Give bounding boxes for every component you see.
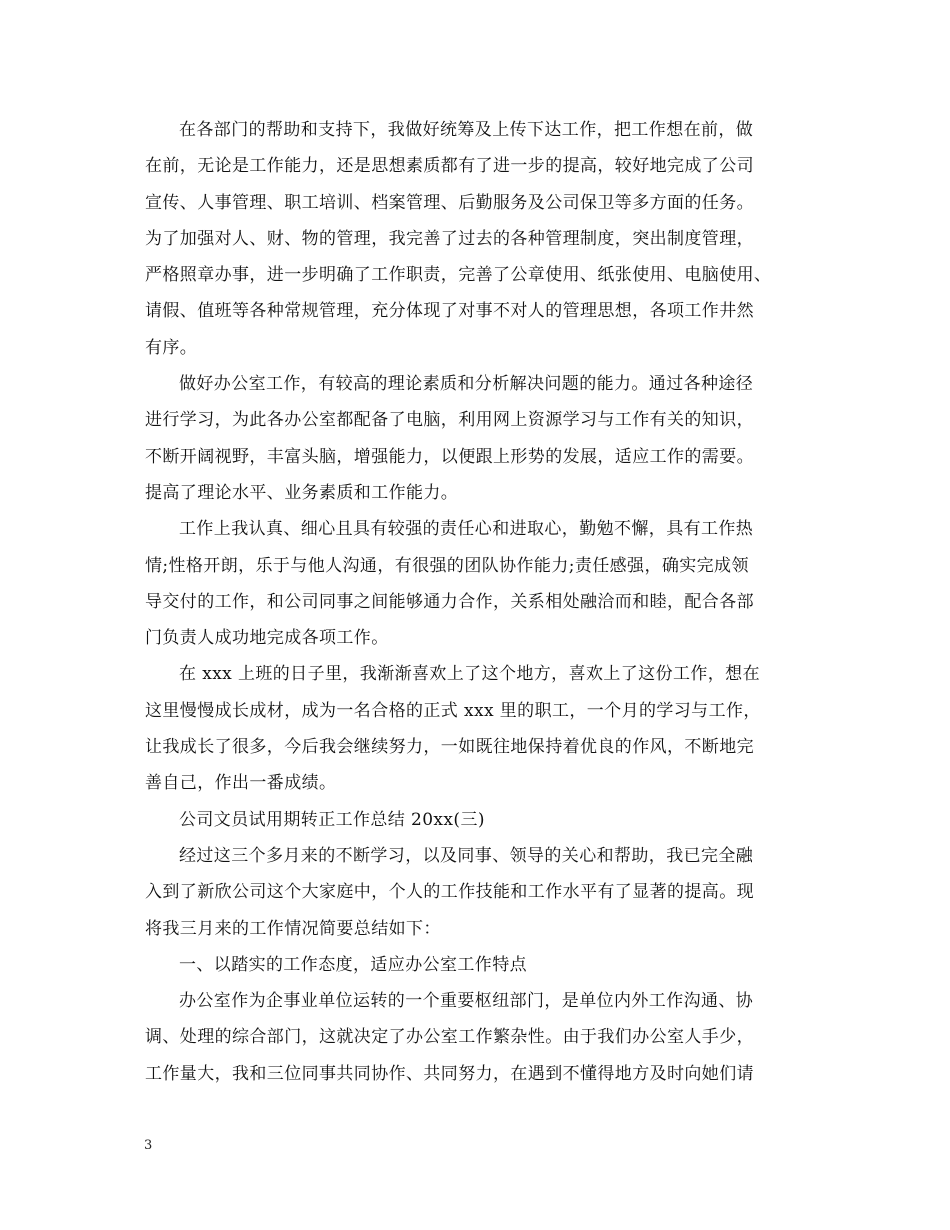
text-line: 在 xxx 上班的日子里，我渐渐喜欢上了这个地方，喜欢上了这份工作，想在	[179, 664, 760, 685]
text-line: 工作上我认真、细心且具有较强的责任心和进取心，勤勉不懈，具有工作热	[179, 519, 754, 540]
text-line: 严格照章办事，进一步明确了工作职责，完善了公章使用、纸张使用、电脑使用、	[145, 265, 772, 286]
subheading	[145, 947, 810, 983]
text-line: 公司文员试用期转正工作总结 20xx(三)	[179, 809, 485, 830]
text-line: 在各部门的帮助和支持下，我做好统筹及上传下达工作，把工作想在前，做	[179, 120, 754, 140]
text-line: 工作量大，我和三位同事共同协作、共同努力，在遇到不懂得地方及时向她们请	[145, 1063, 754, 1084]
text-line: 一、以踏实的工作态度，适应办公室工作特点	[179, 954, 527, 975]
text-line: 调、处理的综合部门，这就决定了办公室工作繁杂性。由于我们办公室人手少，	[145, 1027, 754, 1048]
paragraph	[145, 983, 810, 1092]
text-line: 宣传、人事管理、职工培训、档案管理、后勤服务及公司保卫等多方面的任务。	[145, 192, 754, 213]
text-line: 请假、值班等各种常规管理，充分体现了对事不对人的管理思想，各项工作井然	[145, 301, 754, 322]
page-number: 3	[144, 1138, 153, 1153]
paragraph	[145, 112, 810, 366]
paragraph	[145, 838, 810, 947]
section-heading	[145, 802, 810, 838]
text-line: 在前，无论是工作能力，还是思想素质都有了进一步的提高，较好地完成了公司	[145, 156, 754, 177]
text-line: 有序。	[145, 337, 198, 358]
text-line: 办公室作为企事业单位运转的一个重要枢纽部门，是单位内外工作沟通、协	[179, 991, 754, 1012]
text-line: 门负责人成功地完成各项工作。	[145, 628, 389, 649]
paragraph	[145, 366, 810, 511]
text-line: 导交付的工作，和公司同事之间能够通力合作，关系相处融洽而和睦，配合各部	[145, 591, 754, 612]
text-line: 经过这三个多月来的不断学习，以及同事、领导的关心和帮助，我已完全融	[179, 845, 754, 866]
text-line: 入到了新欣公司这个大家庭中，个人的工作技能和工作水平有了显著的提高。现	[145, 882, 754, 903]
text-line: 为了加强对人、财、物的管理，我完善了过去的各种管理制度，突出制度管理，	[145, 228, 754, 249]
paragraph	[145, 656, 810, 801]
paragraph	[145, 511, 810, 656]
text-line: 提高了理论水平、业务素质和工作能力。	[145, 482, 459, 503]
text-line: 将我三月来的工作情况简要总结如下：	[145, 918, 441, 939]
text-line: 善自己，作出一番成绩。	[145, 773, 337, 794]
text-line: 进行学习，为此各办公室都配备了电脑，利用网上资源学习与工作有关的知识，	[145, 410, 754, 431]
text-line: 做好办公室工作，有较高的理论素质和分析解决问题的能力。通过各种途径	[179, 374, 754, 395]
text-line: 不断开阔视野，丰富头脑，增强能力，以便跟上形势的发展，适应工作的需要。	[145, 446, 754, 467]
document-body	[145, 112, 810, 1092]
text-line: 情;性格开朗，乐于与他人沟通，有很强的团队协作能力;责任感强，确实完成领	[145, 555, 749, 576]
text-line: 让我成长了很多，今后我会继续努力，一如既往地保持着优良的作风，不断地完	[145, 737, 754, 758]
text-line: 这里慢慢成长成材，成为一名合格的正式 xxx 里的职工，一个月的学习与工作，	[145, 700, 761, 721]
